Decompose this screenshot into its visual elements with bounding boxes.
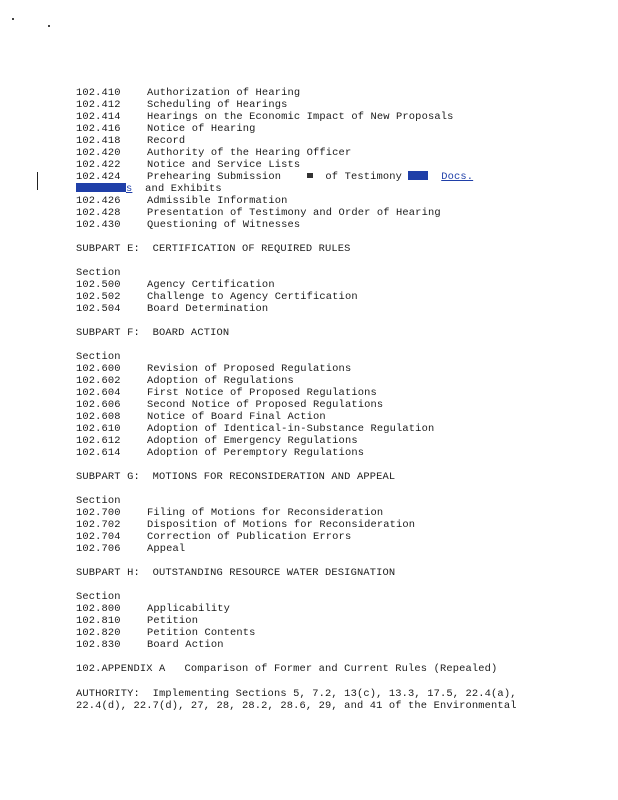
rule-row: 102.820 Petition Contents <box>76 627 256 639</box>
scan-speck <box>48 25 50 27</box>
scan-artifact <box>307 173 313 178</box>
rule-row-424: 102.424 Prehearing Submission of Testimony Docs. <box>76 171 474 183</box>
rule-row: 102.800 Applicability <box>76 603 231 615</box>
rule-row: 102.704 Correction of Publication Errors <box>76 531 352 543</box>
subpart-heading: SUBPART E: CERTIFICATION OF REQUIRED RULES <box>76 243 351 255</box>
rule-row: 102.410 Authorization of Hearing <box>76 87 301 99</box>
rule-row: 102.428 Presentation of Testimony and Order of Hearing <box>76 207 441 219</box>
rule-row: 102.420 Authority of the Hearing Officer <box>76 147 352 159</box>
rule-row: 102.430 Questioning of Witnesses <box>76 219 301 231</box>
subpart-heading: SUBPART G: MOTIONS FOR RECONSIDERATION AND APPEAL <box>76 471 396 483</box>
rule-row: 102.608 Notice of Board Final Action <box>76 411 326 423</box>
appendix-line: 102.APPENDIX A Comparison of Former and Current Rules (Repealed) <box>76 663 498 675</box>
rule-row: 102.830 Board Action <box>76 639 224 651</box>
rule-row: 102.414 Hearings on the Economic Impact of New Proposals <box>76 111 454 123</box>
section-label: Section <box>76 351 121 363</box>
inserted-text-link[interactable]: Docs. <box>441 171 474 183</box>
rule-row: 102.706 Appeal <box>76 543 186 555</box>
deleted-text-mark <box>408 171 428 180</box>
rule-row: 102.502 Challenge to Agency Certification <box>76 291 358 303</box>
rule-row: 102.604 First Notice of Proposed Regulations <box>76 387 377 399</box>
rule-row: 102.418 Record <box>76 135 186 147</box>
authority-line-1: AUTHORITY: Implementing Sections 5, 7.2, 13(c), 13.3, 17.5, 22.4(a), <box>76 688 517 700</box>
rule-row: 102.602 Adoption of Regulations <box>76 375 294 387</box>
rule-row: 102.600 Revision of Proposed Regulations <box>76 363 352 375</box>
section-label: Section <box>76 267 121 279</box>
rule-row: 102.416 Notice of Hearing <box>76 123 256 135</box>
rule-row: 102.702 Disposition of Motions for Reconsideration <box>76 519 416 531</box>
rule-row: 102.610 Adoption of Identical-in-Substance Regulation <box>76 423 435 435</box>
inserted-text-link[interactable]: s <box>126 183 133 195</box>
section-label: Section <box>76 495 121 507</box>
deleted-text-mark <box>76 183 126 192</box>
rule-row: 102.412 Scheduling of Hearings <box>76 99 288 111</box>
rule-row-424-cont: s and Exhibits <box>76 183 222 195</box>
rule-row: 102.810 Petition <box>76 615 199 627</box>
section-label: Section <box>76 591 121 603</box>
subpart-heading: SUBPART H: OUTSTANDING RESOURCE WATER DESIGNATION <box>76 567 396 579</box>
scan-speck <box>12 18 14 20</box>
rule-row: 102.700 Filing of Motions for Reconsideration <box>76 507 384 519</box>
rule-row: 102.606 Second Notice of Proposed Regulations <box>76 399 384 411</box>
rule-row: 102.500 Agency Certification <box>76 279 275 291</box>
authority-line-2: 22.4(d), 22.7(d), 27, 28, 28.2, 28.6, 29, and 41 of the Environmental <box>76 700 517 712</box>
revision-margin-bar <box>37 172 38 190</box>
subpart-heading: SUBPART F: BOARD ACTION <box>76 327 230 339</box>
rule-row: 102.426 Admissible Information <box>76 195 288 207</box>
rule-row: 102.612 Adoption of Emergency Regulations <box>76 435 358 447</box>
rule-row: 102.614 Adoption of Peremptory Regulations <box>76 447 365 459</box>
rule-row: 102.422 Notice and Service Lists <box>76 159 301 171</box>
rule-row: 102.504 Board Determination <box>76 303 269 315</box>
